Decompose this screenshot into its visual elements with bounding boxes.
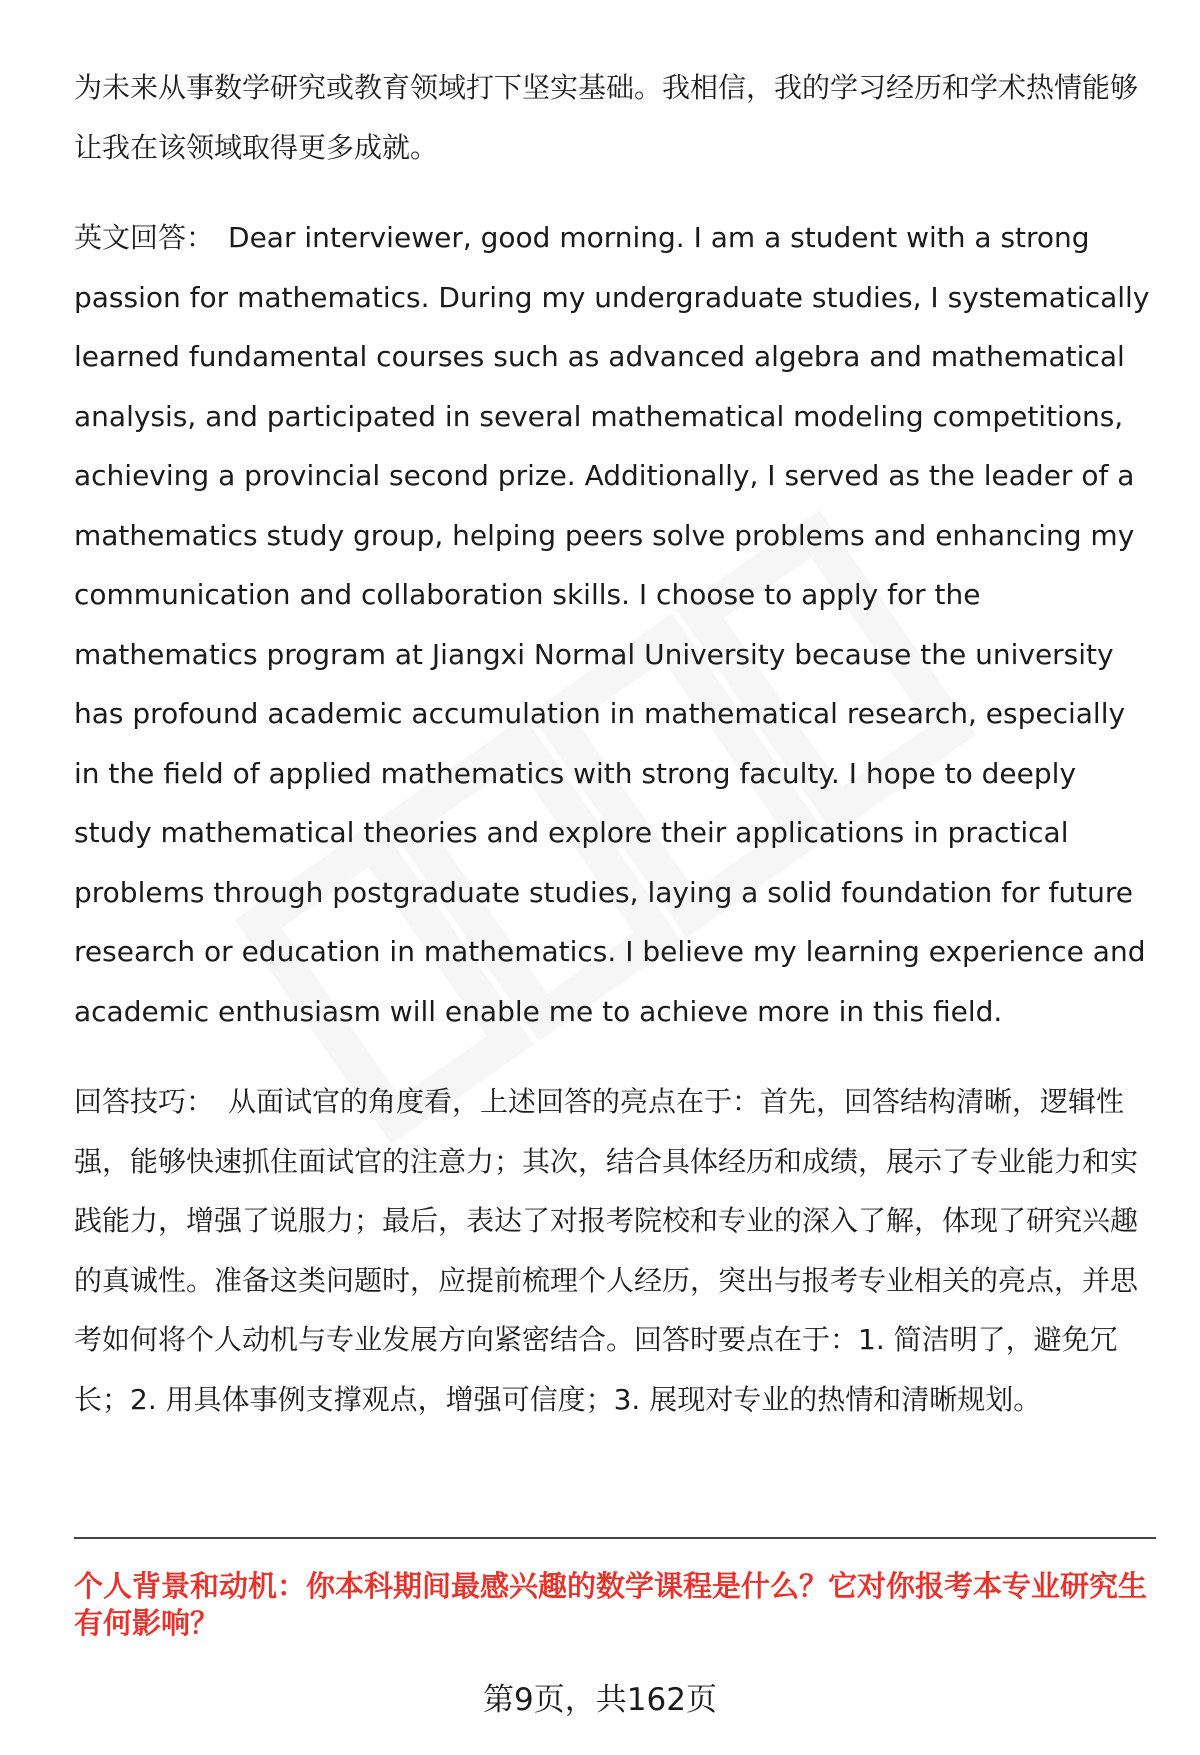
section-divider	[74, 1537, 1156, 1539]
tips-text: 从面试官的角度看，上述回答的亮点在于：首先，回答结构清晰，逻辑性强，能够快速抓住面试官的注意力；其次，结合具体经历和成绩，展示了专业能力和实践能力，增强了说服力；最后，表达了对报考院校和专业的深入了解，体现了研究兴趣的真诚性。准备这类问题时，应提前梳理个人经历，突出与报考专业相关的亮点，并思考如何将个人动机与专业发展方向紧密结合。回答时要点在于：1. 简洁明了，避免冗长；2. 用具体事例支撑观点，增强可信度；3. 展现对专业的热情和清晰规划。	[74, 1085, 1139, 1416]
tips-paragraph	[74, 1072, 1159, 1429]
tips-label: 回答技巧：	[74, 1085, 215, 1118]
english-answer-paragraph	[74, 208, 1159, 1041]
page-number: 第9页，共162页	[483, 1682, 717, 1718]
english-answer-text: Dear interviewer, good morning. I am a student with a strong passion for mathematics. During my undergraduate studies, I systematically learned fundamental courses such as advanced algebra and mathematical analysis, and participated in several mathematical modeling competitions, achieving a provincial second prize. Additionally, I served as the leader of a mathematics study group, helping peers solve problems and enhancing my communication and collaboration skills. I choose to apply for the mathematics program at Jiangxi Normal University because the university has profound academic accumulation in mathematical research, especially in the field of applied mathematics with strong faculty. I hope to deeply study mathematical theories and explore their applications in practical problems through postgraduate studies, laying a solid foundation for future research or education in mathematics. I believe my learning experience and academic enthusiasm will enable me to achieve more in this field.	[74, 221, 1150, 1028]
intro-paragraph: 为未来从事数学研究或教育领域打下坚实基础。我相信，我的学习经历和学术热情能够让我在该领域取得更多成就。	[74, 71, 1139, 164]
english-answer-label: 英文回答：	[74, 221, 215, 254]
next-question-heading: 个人背景和动机：你本科期间最感兴趣的数学课程是什么？它对你报考本专业研究生有何影响？	[74, 1569, 1148, 1640]
